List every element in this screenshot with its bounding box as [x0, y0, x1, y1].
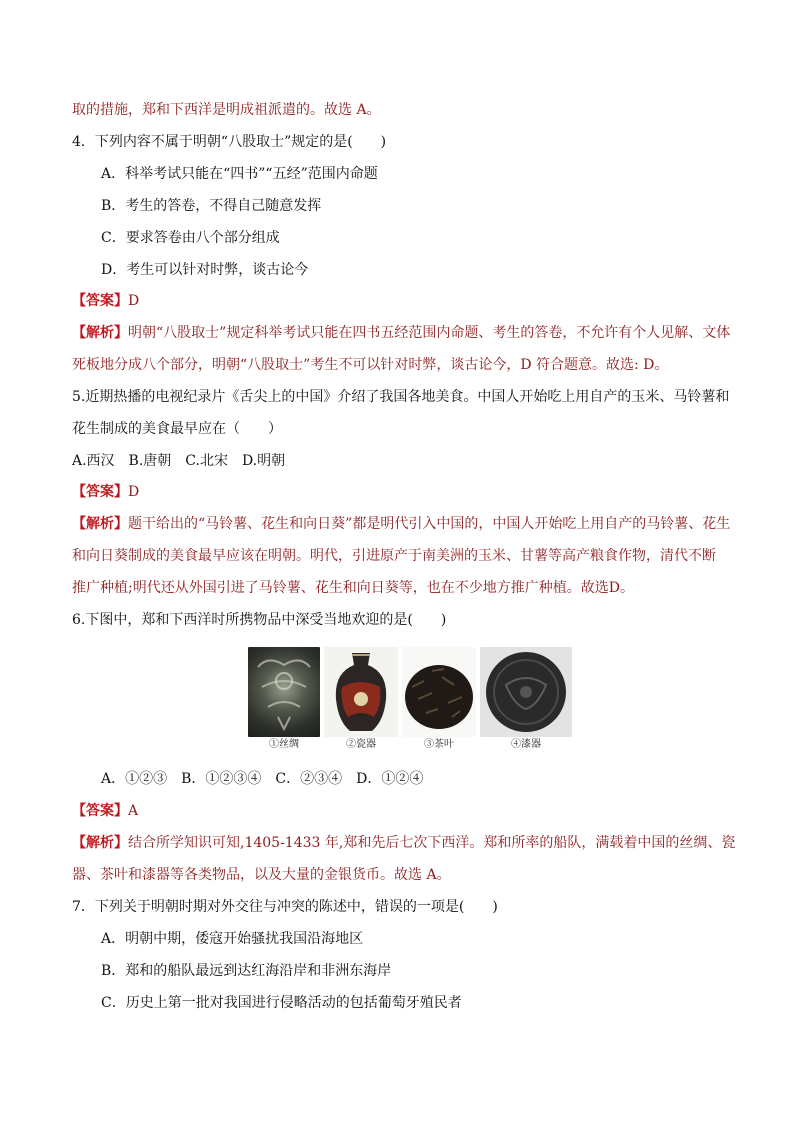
q5-explanation-line-2: 和向日葵制成的美食最早应该在明朝。明代，引进原产于南美洲的玉米、甘薯等高产粮食作物，清代不断 — [72, 548, 716, 564]
explanation-text: 结合所学知识可知,1405-1433 年,郑和先后七次下西洋。郑和所率的船队，满载着中国的丝绸、瓷 — [128, 835, 736, 851]
caption-tea: ③茶叶 — [424, 739, 454, 750]
q6-answer — [72, 801, 138, 821]
explanation-tag: 【解析】 — [72, 835, 128, 851]
answer-value: D — [128, 293, 140, 309]
answer-tag: 【答案】 — [72, 803, 128, 819]
question-5-line-1: 5.近期热播的电视纪录片《舌尖上的中国》介绍了我国各地美食。中国人开始吃上用自产的玉米、马铃薯和 — [72, 389, 730, 405]
q4-option-b: B．考生的答卷，不得自己随意发挥 — [101, 198, 322, 214]
q5-answer — [72, 482, 139, 502]
q4-option-c: C．要求答卷由八个部分组成 — [101, 230, 280, 246]
question-4: 4．下列内容不属于明朝“八股取士”规定的是( ) — [72, 134, 387, 150]
porcelain-image — [324, 647, 398, 737]
q4-explanation-line-1 — [72, 323, 730, 343]
question-7: 7．下列关于明朝时期对外交往与冲突的陈述中，错误的一项是( ) — [72, 899, 498, 915]
silk-image — [248, 647, 320, 737]
question-5-line-2: 花生制成的美食最早应在（ ） — [72, 421, 282, 437]
explanation-tag: 【解析】 — [72, 516, 128, 532]
q5-explanation-line-3: 推广种植;明代还从外国引进了马铃薯、花生和向日葵等，也在不少地方推广种植。故选D。 — [72, 580, 634, 596]
caption-porcelain: ②瓷器 — [346, 739, 376, 750]
answer-value: D — [128, 484, 140, 500]
artifacts-figure — [246, 645, 574, 756]
answer-tag: 【答案】 — [72, 484, 128, 500]
answer-value: A — [128, 803, 139, 819]
answer-tag: 【答案】 — [72, 293, 128, 309]
tea-image — [402, 647, 476, 737]
explanation-text: 明朝“八股取士”规定科举考试只能在四书五经范围内命题、考生的答卷，不允许有个人见解、文体 — [128, 325, 731, 341]
explanation-tag: 【解析】 — [72, 325, 128, 341]
explanation-text: 题干给出的“马铃薯、花生和向日葵”都是明代引入中国的，中国人开始吃上用自产的马铃薯、花生 — [128, 516, 731, 532]
q6-explanation-line-1 — [72, 833, 735, 853]
explanation-continuation: 取的措施，郑和下西洋是明成祖派遣的。故选 A。 — [72, 102, 381, 118]
q7-option-b: B．郑和的船队最远到达红海沿岸和非洲东海岸 — [101, 963, 392, 979]
q6-options: A．①②③ B．①②③④ C．②③④ D．①②④ — [101, 771, 424, 787]
q5-options: A.西汉 B.唐朝 C.北宋 D.明朝 — [72, 453, 286, 469]
q6-explanation-line-2: 器、茶叶和漆器等各类物品，以及大量的金银货币。故选 A。 — [72, 867, 451, 883]
caption-silk: ①丝绸 — [269, 739, 299, 750]
lacquerware-image — [480, 647, 572, 737]
q4-explanation-line-2: 死板地分成八个部分，明朝“八股取士”考生不可以针对时弊，谈古论今，D 符合题意。故选: D。 — [72, 357, 669, 373]
caption-lacquerware: ④漆器 — [511, 739, 541, 750]
question-6: 6.下图中，郑和下西洋时所携物品中深受当地欢迎的是( ) — [72, 612, 447, 628]
q7-option-c: C．历史上第一批对我国进行侵略活动的包括葡萄牙殖民者 — [101, 995, 462, 1011]
q4-option-d: D．考生可以针对时弊，谈古论今 — [101, 262, 309, 278]
q5-explanation-line-1 — [72, 514, 730, 534]
q7-option-a: A．明朝中期，倭寇开始骚扰我国沿海地区 — [101, 931, 364, 947]
q4-answer — [72, 291, 139, 311]
q4-option-a: A．科举考试只能在“四书”“五经”范围内命题 — [101, 166, 378, 182]
